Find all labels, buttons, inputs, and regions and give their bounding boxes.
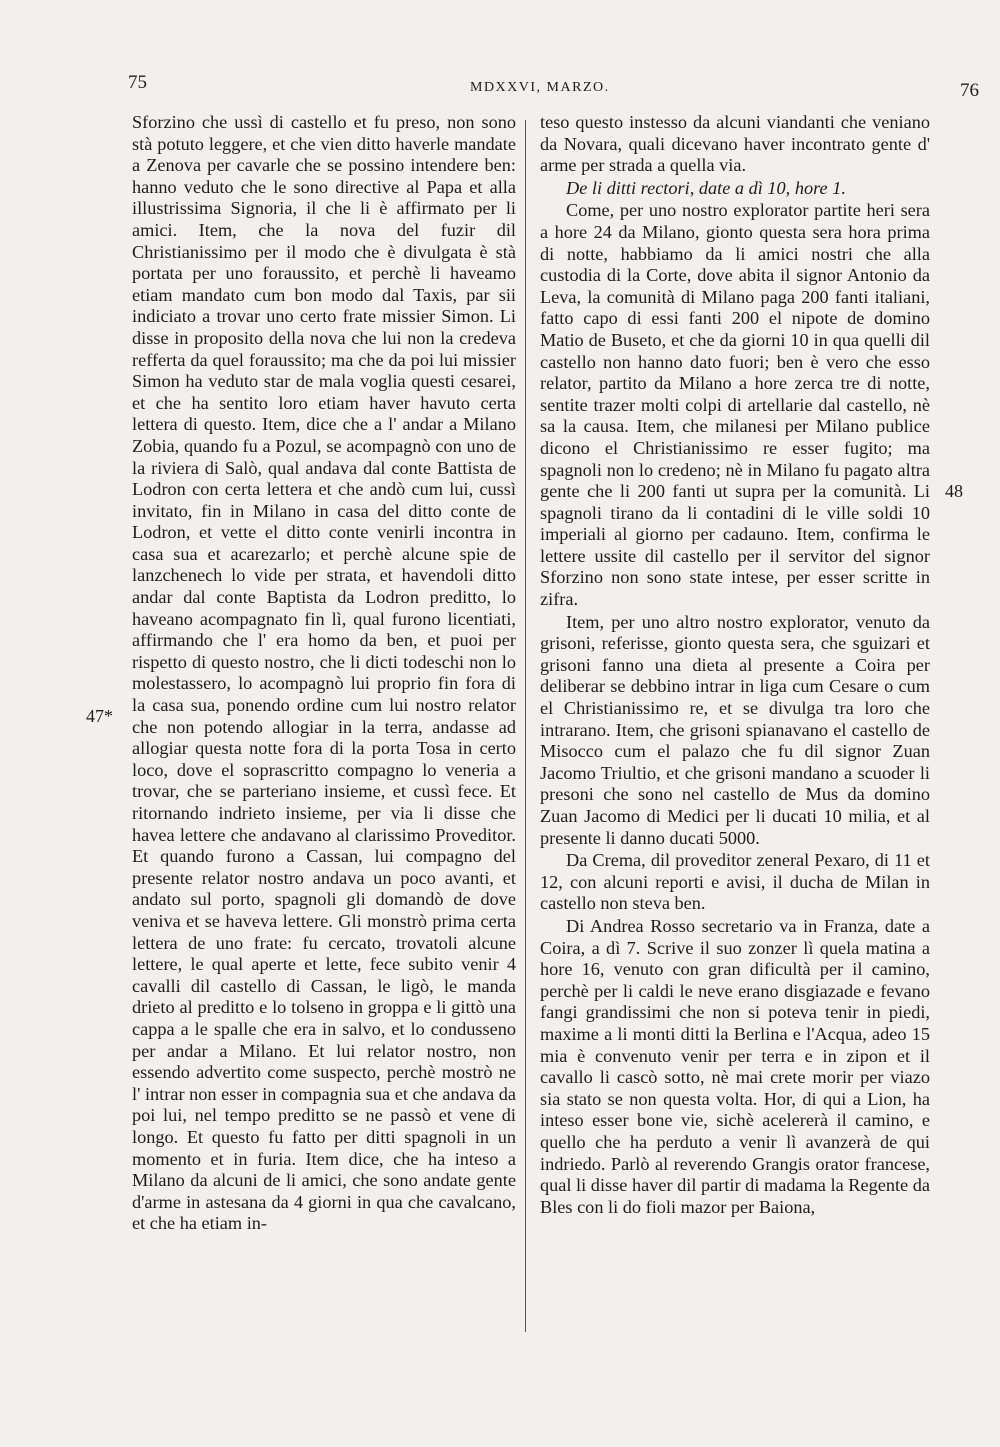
paragraph: Di Andrea Rosso secretario va in Franza, date a Coira, a dì 7. Scrive il suo zonzer lì quela matina a hore 16, venuto con gran dificultà per il camino, perchè per li caldi le neve erano disgiazade e fevano fangi grandissimi che non si poteva tenir in piedi, maxime a li monti ditti la Berlina e l'Acqua, adeo 15 mia è convenuto venir per terra e in zipon et il cavallo li cascò sotto, nè mai crete morir per viazo sia stato se non questa volta. Hor, di qui a Lion, ha inteso esser bone vie, sichè acelererà il camino, e quello che ha perduto a venir lì avanzerà de qui indriedo. Parlò al reverendo Grangis orator francese, qual li disse haver dil partir di madama la Regente da Bles con li do fioli mazor per Baiona, bbox=[540, 915, 930, 1217]
running-title: MDXXVI, MARZO. bbox=[470, 80, 610, 95]
paragraph: teso questo instesso da alcuni viandanti che veniano da Novara, quali dicevano haver incontrato gente d' arme per strada a quella via. bbox=[540, 112, 930, 176]
margin-note-left: 47* bbox=[86, 706, 113, 726]
right-column bbox=[540, 112, 930, 1218]
column-divider bbox=[525, 120, 526, 1332]
paragraph: Come, per uno nostro explorator partite heri sera a hore 24 da Milano, gionto questa sera hora prima di notte, habbiamo da li amici nostri che alla custodia di la Corte, dove abita il signor Antonio da Leva, la comunità di Milano paga 200 fanti italiani, fatto capo di essi fanti 200 el nipote de domino Matio de Buseto, et che da giorni 10 in qua quelli dil castello non hanno dato fuori; ben è vero che esso relator, partito da Milano a hore zerca tre di notte, sentite trazer molti colpi di artellarie dal castello, nè sa la causa. Item, che milanesi per Milano publice dicono el Christianissimo re esser fugito; ma spagnoli non lo credeno; nè in Milano fu pagato altra gente che li 200 fanti ut supra per la comunità. Li spagnoli tirano da li contadini di le ville soldi 10 imperiali al giorno per cadauno. Item, confirma le lettere ussite dil castello per il servitor del signor Sforzino non sono state intese, per esser scritte in zifra. bbox=[540, 200, 930, 610]
page-number-left: 75 bbox=[128, 72, 147, 93]
left-column bbox=[132, 112, 516, 1235]
paragraph: Da Crema, dil proveditor zeneral Pexaro, di 11 et 12, con alcuni reporti e avisi, il ducha de Milan in castello non steva ben. bbox=[540, 850, 930, 914]
page-number-right: 76 bbox=[960, 80, 979, 101]
paragraph: Sforzino che ussì di castello et fu preso, non sono stà potuto leggere, et che vien ditto haverle mandate a Zenova per cavarle che se possino intendere ben: hanno veduto che le sono directive al Papa et alla illustrissima Signoria, il che li è affirmato per li amici. Item, che la nova del fuzir dil Christianissimo per il modo che è divulgata è stà portata per uno foraussito, et perchè li haveamo etiam mandato cum bon modo dal Taxis, par sii indiciato a trovar uno certo frate missier Simon. Li disse in proposito della nova che lui non la credeva refferta da quel foraussito; ma che da poi lui missier Simon ha veduto star de mala voglia questi cesarei, et che ha sentito loro etiam haver havuto certa lettera di questo. Item, dice che a l' andar a Milano Zobia, quando fu a Pozul, se acompagnò con uno de la riviera di Salò, qual andava dal conte Battista de Lodron con certa lettera et che andò cum lui, cussì invitato, fin in Milano in casa del ditto conte de Lodron, et vette el ditto conte venirli incontra in casa sua et acarezarlo; et perchè alcune spie de lanzchenech lo vide per strata, et havendoli ditto andar dal conte Baptista da Lodron preditto, lo haveano acompagnato fin lì, qual furono licentiati, affirmando che l' era homo da ben, et puoi per rispetto di questo nostro, che li dicti todeschi non lo molestassero, lo acompagnò lui proprio fin fora di la casa sua, ponendo ordine cum lui nostro relator che non potendo allogiar in la terra, andasse ad allogiar questa notte fora di la porta Tosa in certo loco, dove el soprascritto compagno lo veneria a trovar, che se parteriano insieme, et cussì fece. Et ritornando indrieto insieme, per via li disse che havea lettere che andavano al clarissimo Proveditor. Et quando furono a Cassan, lui compagno del presente relator nostro andava un poco avanti, et andato sul porto, spagnoli gli domandò de dove veniva et se haveva lettere. Gli monstrò prima certa lettera de uno frate: fu cercato, trovatoli alcune lettere, le qual aperte et lette, fece subito venir 4 cavalli dil castello di Cassan, le ligò, le manda drieto al preditto e lo tolseno in groppa e li gittò una cappa a le spalle che era in salvo, et lo condusseno per andar a Milano. Et lui relator nostro, non essendo advertito come suspecto, perchè mostrò ne l' intrar non esser in compagnia sua et che andava da poi lui, nel tempo preditto se ne passò et vene di longo. Et questo fu fatto per ditti spagnoli in un momento et in furia. Item dice, che ha inteso a Milano da alcuni de li amici, che sono andate gente d'arme in astesana da 4 giorni in qua che cavalcano, et che ha etiam in- bbox=[132, 112, 517, 1234]
section-heading: De li ditti rectori, date a dì 10, hore 1. bbox=[566, 177, 846, 198]
running-head bbox=[0, 70, 1000, 100]
paragraph: Item, per uno altro nostro explorator, venuto da grisoni, referisse, gionto questa sera, che sguizari et grisoni fanno una dieta al presente a Coira per deliberar se debbino intrar in liga cum Cesare o cum el Christianissimo re, et se divulga tra loro che intrarano. Item, che grisoni spianavano el castello de Misocco cum el palazo che fu dil signor Zuan Jacomo Triultio, et che grisoni mandano a scuoder li presoni che sono nel castello de Mus da domino Zuan Jacomo di Medici per li ducati 10 milia, et al presente li danno ducati 5000. bbox=[540, 611, 930, 848]
margin-note-right: 48 bbox=[945, 481, 963, 501]
